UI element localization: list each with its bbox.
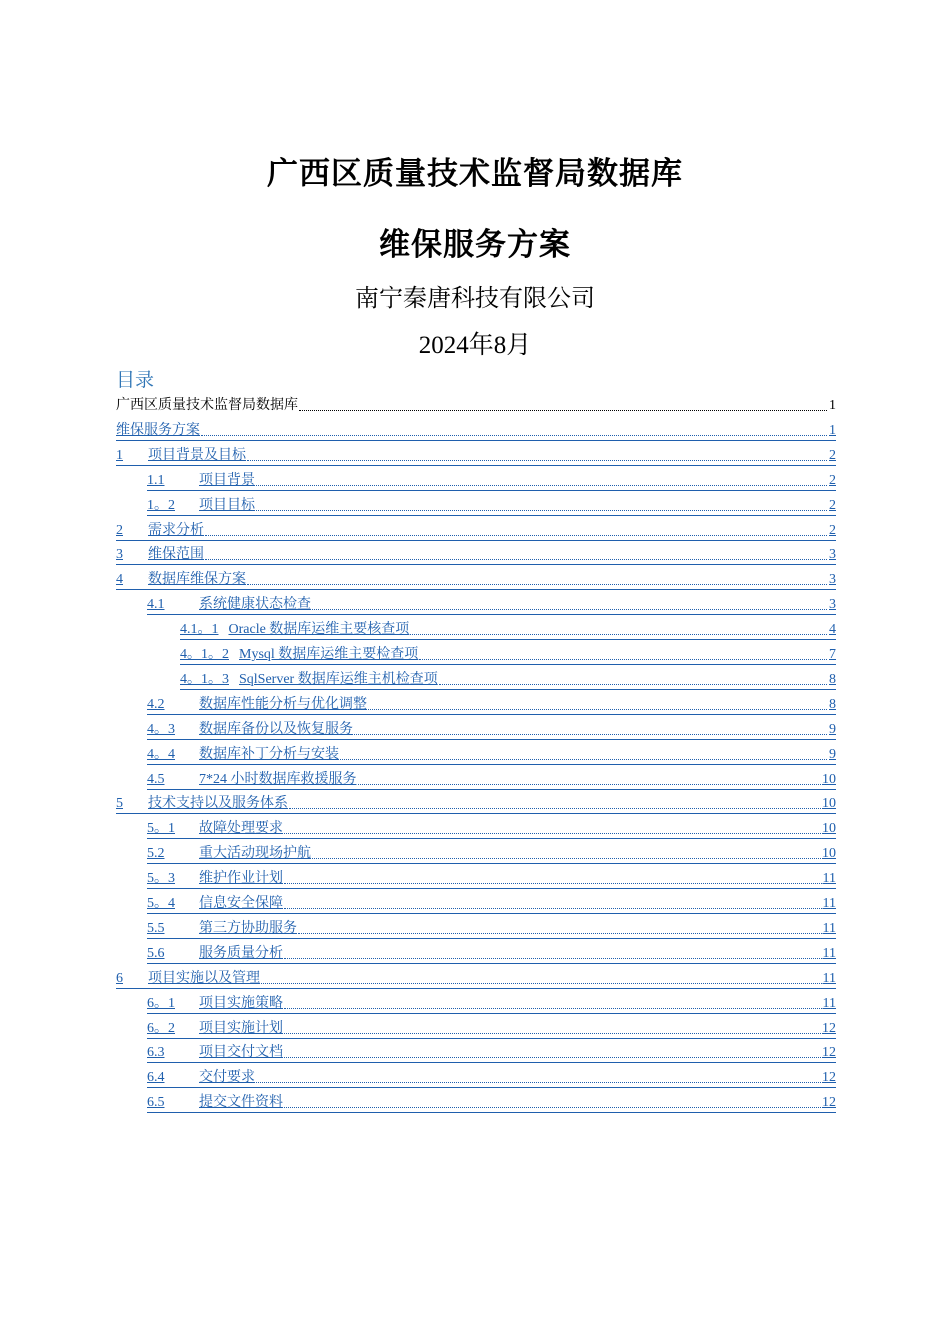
toc-entry[interactable] — [147, 1090, 836, 1113]
toc-entry-number: 4。4 — [147, 746, 175, 762]
toc-dot-leader — [340, 759, 827, 760]
toc-entry-number: 6。2 — [147, 1020, 175, 1036]
toc-dot-leader — [284, 1033, 821, 1034]
toc-entry-text: 维保服务方案 — [116, 422, 200, 438]
toc-entry-page: 11 — [822, 896, 836, 911]
toc-entry-label — [116, 422, 200, 440]
toc-entry-label — [116, 522, 204, 540]
toc-entry-page: 1 — [829, 398, 836, 413]
toc-entry[interactable] — [147, 717, 836, 740]
toc-entry-label — [147, 721, 353, 739]
toc-entry-text: 提交文件资料 — [199, 1095, 283, 1111]
toc-entry-label — [147, 895, 283, 913]
toc-entry-label — [147, 596, 311, 614]
toc-entry-label — [116, 447, 246, 465]
toc-entry-text: 广西区质量技术监督局数据库 — [116, 398, 298, 413]
toc-entry[interactable] — [147, 1040, 836, 1063]
toc-dot-leader — [256, 510, 827, 511]
toc-entry-number: 5。1 — [147, 821, 175, 837]
toc-dot-leader — [256, 485, 827, 486]
toc-entry[interactable] — [147, 592, 836, 615]
toc-entry-page: 10 — [822, 821, 836, 837]
toc-entry-text: 项目实施策略 — [199, 995, 283, 1011]
toc-entry[interactable] — [147, 816, 836, 839]
toc-entry-text: 维护作业计划 — [199, 871, 283, 887]
toc-dot-leader — [354, 734, 827, 735]
toc-entry-page: 10 — [822, 771, 836, 787]
toc-entry[interactable] — [147, 468, 836, 491]
toc-entry[interactable] — [116, 791, 836, 814]
toc-entry — [116, 393, 836, 415]
toc-entry-text: Oracle 数据库运维主要核查项 — [228, 622, 410, 638]
toc-entry-number: 5.2 — [147, 846, 165, 862]
toc-entry-number: 1。2 — [147, 497, 175, 513]
toc-dot-leader — [261, 983, 822, 984]
toc-entry-text: 7*24 小时数据库救援服务 — [199, 771, 357, 787]
toc-entry-label — [147, 746, 339, 764]
toc-entry-label — [180, 621, 409, 639]
toc-entry-page: 9 — [829, 746, 836, 762]
toc-entry-page: 4 — [829, 622, 836, 638]
toc-entry-label — [147, 820, 283, 838]
toc-entry-number: 4 — [116, 572, 123, 588]
toc-entry-number: 5。3 — [147, 871, 175, 887]
toc-entry[interactable] — [116, 518, 836, 541]
toc-dot-leader — [205, 535, 827, 536]
toc-entry-number: 5.5 — [147, 920, 165, 936]
toc-entry-number: 4。1。2 — [180, 647, 229, 662]
toc-entry-text: 第三方协助服务 — [199, 920, 297, 936]
toc-entry[interactable] — [180, 667, 836, 690]
toc-entry[interactable] — [147, 493, 836, 516]
toc-entry[interactable] — [147, 991, 836, 1014]
toc-entry-text: 项目实施计划 — [199, 1020, 283, 1036]
toc-entry-text: 项目背景及目标 — [148, 447, 246, 463]
toc-entry-text: 项目实施以及管理 — [148, 970, 260, 986]
toc-dot-leader — [284, 958, 822, 959]
toc-entry-number: 5。4 — [147, 896, 175, 911]
toc-entry[interactable] — [180, 617, 836, 640]
toc-entry-label — [147, 1094, 283, 1112]
toc-entry-text: 重大活动现场护航 — [199, 846, 311, 862]
toc-entry-page: 3 — [829, 547, 836, 563]
toc-entry[interactable] — [147, 916, 836, 939]
toc-dot-leader — [247, 460, 827, 461]
toc-entry-text: Mysql 数据库运维主要检查项 — [239, 647, 419, 662]
toc-entry-number: 5 — [116, 796, 123, 812]
toc-entry-label — [116, 795, 288, 813]
toc-dot-leader — [419, 659, 827, 660]
toc-entry[interactable] — [147, 692, 836, 715]
toc-entry-number: 4.1 — [147, 597, 165, 613]
toc-entry-label — [116, 571, 246, 589]
toc-entry-number: 6.4 — [147, 1070, 165, 1086]
toc-entry-label — [116, 546, 204, 564]
toc-entry-page: 3 — [829, 597, 836, 613]
toc-entry-page: 7 — [829, 647, 836, 662]
document-date: 2024年8月 — [418, 332, 532, 359]
toc-entry-text: 服务质量分析 — [199, 945, 283, 961]
toc-dot-leader — [205, 559, 827, 560]
toc-entry[interactable] — [116, 443, 836, 466]
toc-entry-page: 10 — [822, 846, 836, 862]
toc-entry-number: 4.5 — [147, 771, 165, 787]
company-name: 南宁秦唐科技有限公司 — [355, 284, 595, 312]
toc-entry-label — [147, 771, 357, 789]
toc-entry[interactable] — [147, 891, 836, 914]
document-title-line2: 维保服务方案 — [379, 227, 571, 263]
toc-entry-page: 12 — [822, 1095, 836, 1111]
toc-entry-number: 2 — [116, 522, 123, 538]
toc-entry-page: 12 — [822, 1045, 836, 1061]
toc-entry-text: 数据库备份以及恢复服务 — [199, 721, 353, 737]
toc-entry[interactable] — [116, 966, 836, 989]
toc-entry-text: 系统健康状态检查 — [199, 597, 311, 613]
toc-entry-text: SqlServer 数据库运维主机检查项 — [239, 671, 438, 687]
toc-dot-leader — [358, 784, 822, 785]
toc-entry-label — [116, 397, 298, 415]
toc-dot-leader — [439, 684, 827, 685]
toc-dot-leader — [284, 1107, 821, 1108]
toc-entry-page: 12 — [822, 1070, 836, 1086]
toc-entry[interactable] — [116, 542, 836, 565]
toc-dot-leader — [284, 1057, 821, 1058]
toc-dot-leader — [368, 709, 827, 710]
toc-entry[interactable] — [147, 767, 836, 790]
toc-entry-label — [147, 945, 283, 963]
toc-entry-label — [147, 995, 283, 1013]
toc-dot-leader — [289, 808, 821, 809]
toc-dot-leader — [284, 833, 821, 834]
toc-entry-text: 数据库维保方案 — [148, 572, 246, 588]
toc-entry-page: 12 — [822, 1020, 836, 1036]
toc-entry-page: 2 — [829, 472, 836, 488]
toc-entry-text: 项目交付文档 — [199, 1045, 283, 1061]
toc-entry-page: 8 — [829, 696, 836, 712]
toc-entry-label — [147, 1069, 255, 1087]
toc-entry-label — [116, 970, 260, 988]
toc-entry[interactable] — [147, 1016, 836, 1039]
toc-entry[interactable] — [147, 941, 836, 964]
toc-dot-leader — [201, 435, 827, 436]
toc-entry[interactable] — [116, 418, 836, 441]
toc-entry-number: 4。1。3 — [180, 671, 229, 687]
toc-entry-page: 11 — [822, 920, 836, 936]
toc-entry[interactable] — [147, 841, 836, 864]
document-title-line1: 广西区质量技术监督局数据库 — [267, 156, 683, 192]
toc-entry[interactable] — [147, 742, 836, 765]
toc-entry-number: 3 — [116, 547, 123, 563]
toc-dot-leader — [299, 410, 827, 411]
toc-entry-number: 4.1。1 — [180, 622, 219, 638]
toc-entry-number: 1 — [116, 447, 123, 463]
toc-entry-number: 5.6 — [147, 945, 165, 961]
toc-dot-leader — [312, 858, 821, 859]
toc-entry-number: 6.5 — [147, 1095, 165, 1111]
toc-entry[interactable] — [116, 567, 836, 590]
toc-entry-page: 8 — [829, 671, 836, 687]
toc-dot-leader — [298, 933, 822, 934]
toc-dot-leader — [284, 1008, 822, 1009]
toc-entry-label — [147, 1044, 283, 1062]
toc-entry-text: 维保范围 — [148, 547, 204, 563]
toc-dot-leader — [410, 634, 827, 635]
toc-entry-page: 11 — [822, 995, 836, 1011]
toc-entry-page: 2 — [829, 497, 836, 513]
toc-entry-text: 信息安全保障 — [199, 896, 283, 911]
toc-entry-page: 11 — [822, 871, 836, 887]
toc-dot-leader — [284, 883, 822, 884]
toc-entry-page: 3 — [829, 572, 836, 588]
toc-entry[interactable] — [147, 866, 836, 889]
toc-entry-page: 2 — [829, 447, 836, 463]
toc-dot-leader — [256, 1082, 821, 1083]
toc-entry-text: 数据库补丁分析与安装 — [199, 746, 339, 762]
toc-entry-page: 11 — [822, 970, 836, 986]
toc-entry-text: 交付要求 — [199, 1070, 255, 1086]
toc-entry-label — [180, 646, 418, 664]
toc-entry-number: 6.3 — [147, 1045, 165, 1061]
toc-entry-text: 技术支持以及服务体系 — [148, 796, 288, 812]
toc-entry-page: 2 — [829, 522, 836, 538]
toc-entry-label — [147, 696, 367, 714]
toc-entry-text: 故障处理要求 — [199, 821, 283, 837]
toc-dot-leader — [284, 908, 822, 909]
toc-entry-number: 1.1 — [147, 472, 165, 488]
toc-entry[interactable] — [180, 642, 836, 665]
toc-heading: 目录 — [116, 369, 155, 391]
toc-entry-label — [147, 870, 283, 888]
toc-entry-label — [180, 671, 438, 689]
toc-entry-label — [147, 497, 255, 515]
toc-entry-page: 1 — [829, 422, 836, 438]
toc-entry-label — [147, 845, 311, 863]
toc-dot-leader — [247, 584, 827, 585]
toc-dot-leader — [312, 609, 827, 610]
toc-entry-text: 需求分析 — [148, 522, 204, 538]
toc-entry-page: 9 — [829, 721, 836, 737]
toc-entry[interactable] — [147, 1065, 836, 1088]
toc-entry-number: 6。1 — [147, 995, 175, 1011]
toc-entry-text: 项目目标 — [199, 497, 255, 513]
toc-entry-label — [147, 920, 297, 938]
toc-entry-number: 4。3 — [147, 721, 175, 737]
toc-entry-label — [147, 472, 255, 490]
toc-entry-text: 项目背景 — [199, 472, 255, 488]
toc-entry-text: 数据库性能分析与优化调整 — [199, 696, 367, 712]
toc-entry-page: 10 — [822, 796, 836, 812]
toc-entry-page: 11 — [822, 945, 836, 961]
toc-entry-label — [147, 1020, 283, 1038]
toc-entry-number: 6 — [116, 970, 123, 986]
toc-entry-number: 4.2 — [147, 696, 165, 712]
